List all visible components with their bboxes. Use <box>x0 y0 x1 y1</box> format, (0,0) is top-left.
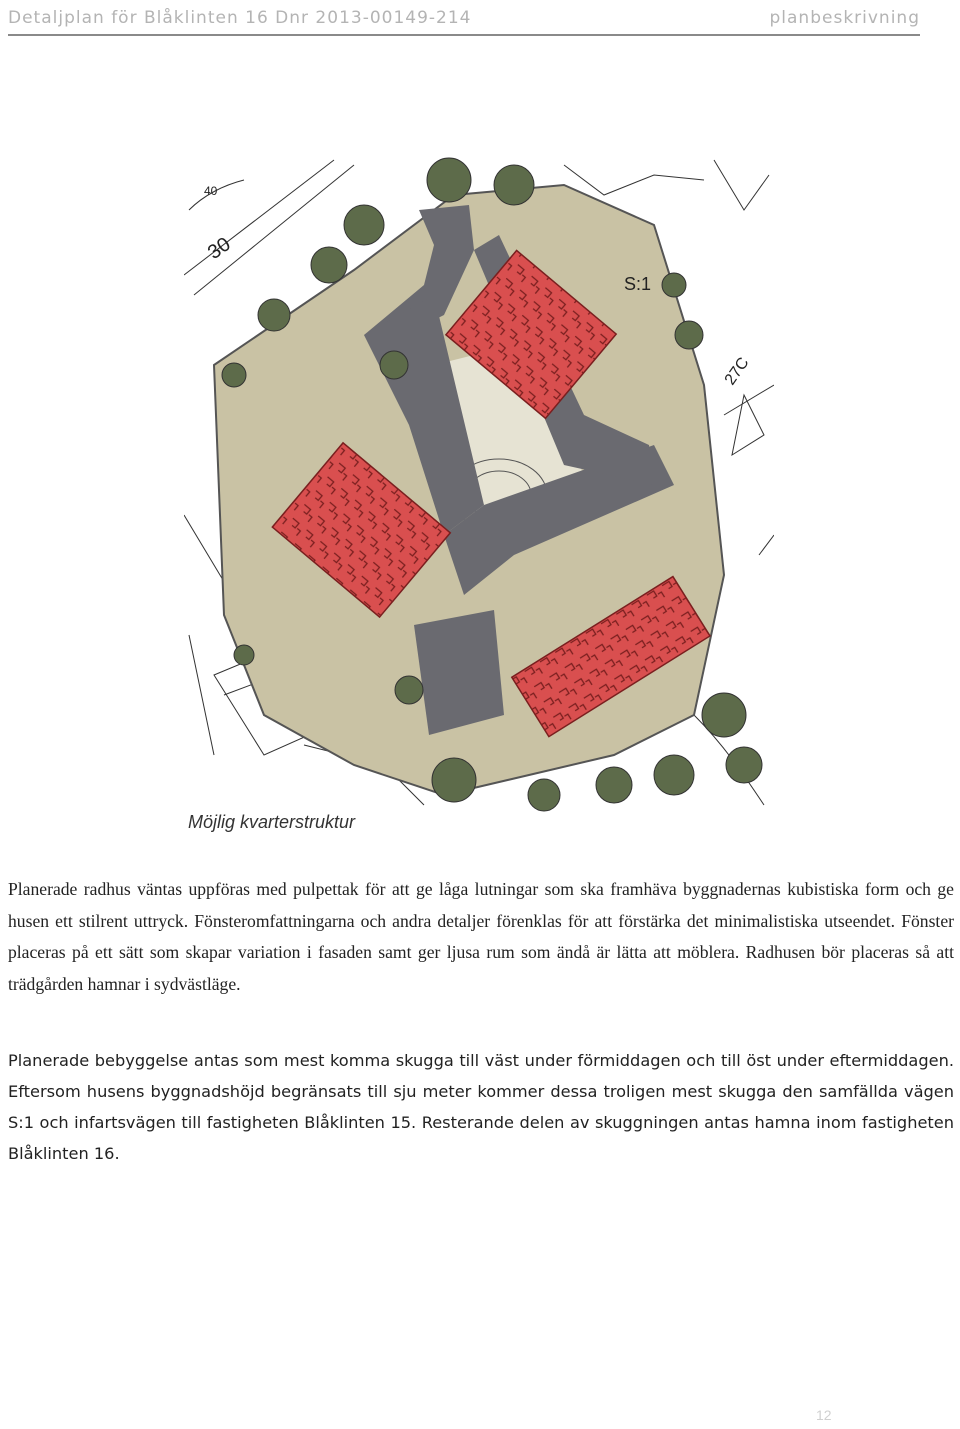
page-header <box>8 4 920 36</box>
paragraph-roofs: Planerade radhus väntas uppföras med pulpettak för att ge låga lutningar som ska framhäva byggnadernas kubistiska form och ge husen ett stilrent uttryck. Fönsteromfattningarna och andra detaljer förenklas för att förstärka det minimalistiska utseendet. Fönster placeras på ett sätt som skapar variation i fasaden samt ger ljusa rum som ändå är lätta att möblera. Radhusen bör placeras så att trädgården hamnar i sydvästläge. <box>8 879 954 994</box>
paragraph-shadows: Planerade bebyggelse antas som mest komma skugga till väst under förmiddagen och till öst under eftermiddagen. Eftersom husens byggnadshöjd begränsats till sju meter kommer dessa troligen mest skugga den samfällda vägen S:1 och infartsvägen till fastigheten Blåklinten 15. Resterande delen av skuggningen antas hamna inom fastigheten Blåklinten 16. <box>8 1051 954 1163</box>
label-30: 30 <box>203 233 235 264</box>
label-s1: S:1 <box>624 274 652 294</box>
figure-caption: Möjlig kvarterstruktur <box>188 812 356 832</box>
label-40: 40 <box>204 184 218 198</box>
document-type: planbeskrivning <box>769 8 920 28</box>
label-27c: 27C <box>721 354 753 389</box>
document-title: Detaljplan för Blåklinten 16 Dnr 2013-00149-214 <box>8 8 472 28</box>
site-plan-figure <box>184 155 774 815</box>
page-number: 12 <box>816 1407 832 1423</box>
